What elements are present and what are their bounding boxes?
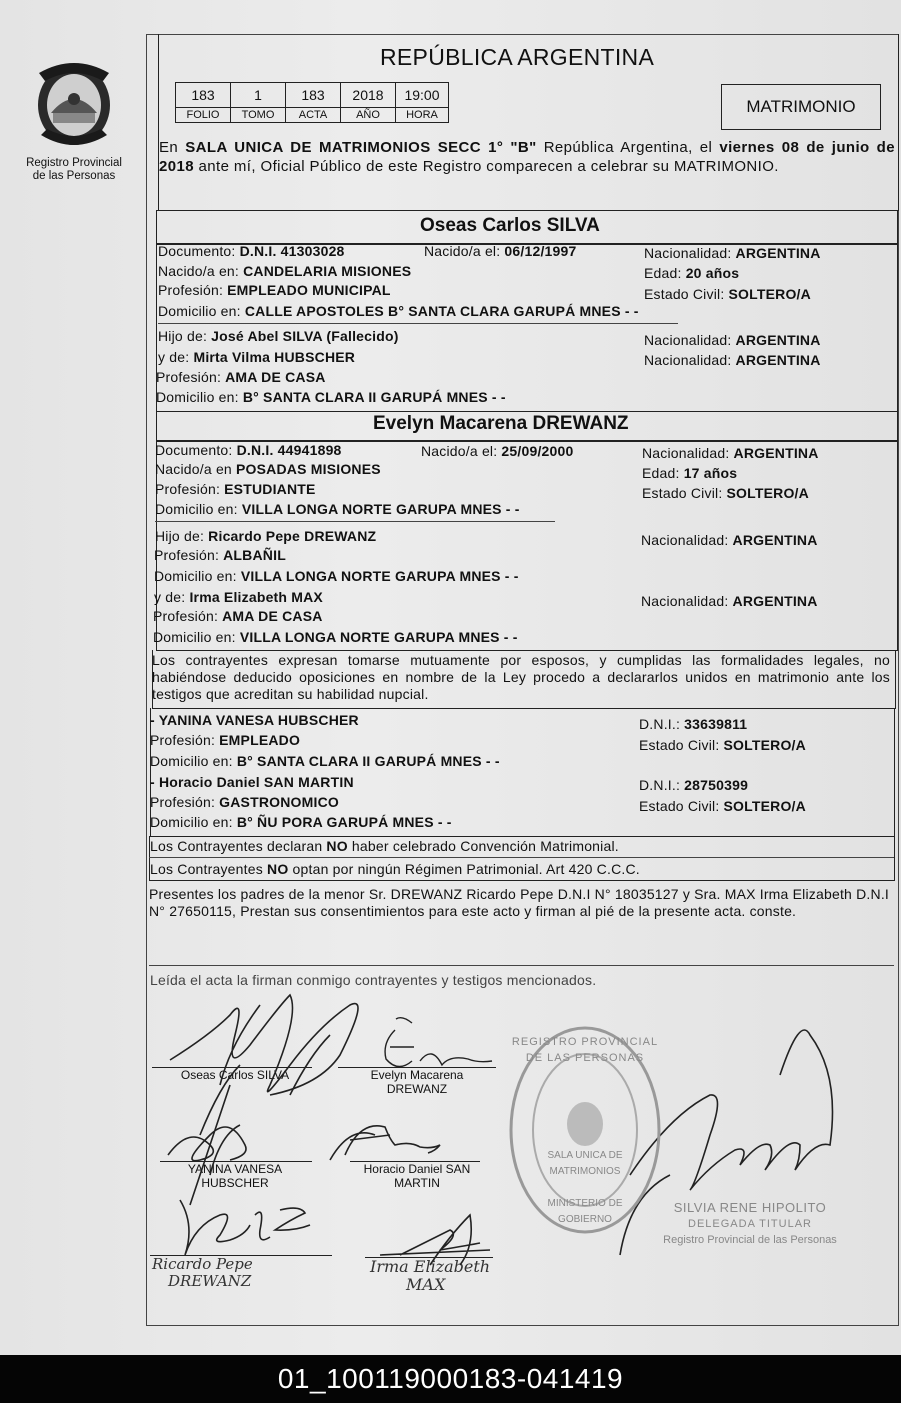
groom-mother [158, 349, 355, 365]
label: Domicilio en: [155, 501, 242, 517]
value: D.N.I. 44941898 [236, 442, 342, 458]
label: Profesión: [156, 369, 226, 385]
text: haber celebrado Convención Matrimonial. [347, 838, 619, 854]
label: Nacido/a el: [421, 443, 502, 459]
bride-place [155, 461, 381, 477]
label: Estado Civil: [639, 737, 724, 753]
value: ARGENTINA [735, 352, 821, 368]
label: D.N.I.: [639, 716, 685, 732]
bride-born [421, 443, 574, 459]
value: José Abel SILVA (Fallecido) [211, 328, 399, 344]
acta-label: ACTA [286, 108, 341, 123]
convention-line-1 [150, 838, 619, 854]
bride-mother-addr [153, 629, 518, 645]
line-1: Evelyn Macarena [370, 1068, 464, 1082]
value: CALLE APOSTOLES B° SANTA CLARA GARUPÁ MNES - - [244, 303, 639, 319]
sig-label-groom: Oseas Carlos SILVA [180, 1068, 290, 1082]
value: 17 años [683, 465, 738, 481]
witness2-addr [150, 814, 452, 830]
bride-doc [155, 442, 342, 458]
label: Nacido/a el: [424, 243, 505, 259]
bride-addr [155, 501, 520, 517]
folio-label: FOLIO [176, 108, 231, 123]
read-line: Leída el acta la firman conmigo contrayentes y testigos mencionados. [150, 972, 597, 988]
label: Domicilio en: [156, 389, 243, 405]
witness1-prof [150, 732, 300, 748]
groom-nat [644, 245, 821, 261]
value: VILLA LONGA NORTE GARUPA MNES - - [239, 629, 518, 645]
groom-doc [158, 243, 345, 259]
declaration-text: Los contrayentes expresan tomarse mutuamente por esposos, y cumplidas las formalidades legales, no habiéndose deducido oposiciones en nombre de la Ley procedo a declararlos unidos en matrimonio ante los testigos que acreditan su habilidad nupcial. [152, 652, 890, 702]
value: 28750399 [684, 777, 749, 793]
registry-table [175, 82, 449, 123]
value: EMPLEADO MUNICIPAL [227, 282, 391, 298]
no: NO [326, 838, 348, 854]
value: ARGENTINA [733, 445, 819, 461]
witness2-signature [330, 1126, 440, 1160]
tomo-label: TOMO [231, 108, 286, 123]
label: Estado Civil: [644, 286, 729, 302]
witness2-civil [639, 798, 806, 814]
value: SOLTERO/A [723, 798, 806, 814]
label: Domicilio en: [154, 568, 241, 584]
label: Estado Civil: [639, 798, 724, 814]
label: Profesión: [150, 732, 220, 748]
value: - Horacio Daniel SAN MARTIN [150, 774, 354, 790]
value: Mirta Vilma HUBSCHER [193, 349, 356, 365]
groom-born [424, 243, 577, 259]
intro-office: SALA UNICA DE MATRIMONIOS SECC 1° "B" [185, 139, 537, 156]
value: D.N.I. 41303028 [239, 243, 345, 259]
intro-part-1: En [159, 139, 186, 156]
value: ARGENTINA [732, 532, 818, 548]
label: Nacido/a en [155, 461, 237, 477]
value: VILLA LONGA NORTE GARUPA MNES - - [240, 568, 519, 584]
bride-prof [155, 481, 316, 497]
intro-part-2: República Argentina, el [536, 139, 720, 156]
value: ALBAÑIL [223, 547, 286, 563]
bride-nat [642, 445, 819, 461]
label: Nacido/a en: [158, 263, 244, 279]
bride-civil [642, 485, 809, 501]
groom-mother-addr [156, 389, 506, 405]
stamp-inner-text: SALA UNICA DE MATRIMONIOS [547, 1150, 623, 1177]
witness2-dni [639, 777, 748, 793]
value: ARGENTINA [735, 332, 821, 348]
value: 33639811 [684, 716, 748, 732]
mother-signature [380, 1215, 490, 1265]
label: Estado Civil: [642, 485, 727, 501]
groom-father-nat [644, 332, 821, 348]
value: Irma Elizabeth MAX [189, 589, 323, 605]
value: ESTUDIANTE [224, 481, 316, 497]
scan-code-bar [0, 1355, 901, 1403]
line-2: DREWANZ [386, 1082, 448, 1096]
value: 20 años [685, 265, 740, 281]
bride-addr-underline [155, 521, 555, 522]
value: SOLTERO/A [723, 737, 806, 753]
bride-name: Evelyn Macarena DREWANZ [373, 413, 629, 434]
no: NO [267, 861, 289, 877]
label: Profesión: [154, 547, 224, 563]
value: SOLTERO/A [728, 286, 811, 302]
page-title: REPÚBLICA ARGENTINA [380, 44, 655, 70]
officer-name: SILVIA RENE HIPOLITO [673, 1200, 827, 1215]
value: - YANINA VANESA HUBSCHER [150, 712, 359, 728]
value: B° ÑU PORA GARUPÁ MNES - - [236, 814, 452, 830]
label: y de: [154, 589, 190, 605]
text: Los Contrayentes declaran [150, 838, 327, 854]
consent-divider [149, 965, 894, 966]
scan-code: 01_100119000183-041419 [277, 1363, 624, 1394]
value: EMPLEADO [219, 732, 301, 748]
line-1: YANINA VANESA [187, 1162, 283, 1176]
acta-value: 183 [286, 83, 341, 108]
label: Nacionalidad: [644, 352, 736, 368]
witness1-dni [639, 716, 747, 732]
label: Nacionalidad: [644, 245, 736, 261]
value: VILLA LONGA NORTE GARUPA MNES - - [241, 501, 520, 517]
line-2: MARTIN [394, 1176, 440, 1190]
line-2: MAX [406, 1275, 446, 1294]
value: 25/09/2000 [501, 443, 574, 459]
ano-value: 2018 [341, 83, 396, 108]
witness1-civil [639, 737, 806, 753]
text: optan por ningún Régimen Patrimonial. Art 420 C.C.C. [288, 861, 640, 877]
label: Documento: [158, 243, 240, 259]
groom-civil [644, 286, 811, 302]
act-type-box: MATRIMONIO [721, 84, 881, 130]
groom-prof [158, 282, 391, 298]
groom-age [644, 265, 739, 281]
bride-father-nat [641, 532, 818, 548]
bride-father-addr [154, 568, 519, 584]
label: Domicilio en: [158, 303, 245, 319]
value: ARGENTINA [732, 593, 818, 609]
label: Profesión: [155, 481, 225, 497]
tomo-value: 1 [231, 83, 286, 108]
folio-value: 183 [176, 83, 231, 108]
hora-label: HORA [396, 108, 449, 123]
line-2: DREWANZ [168, 1272, 252, 1290]
groom-addr [158, 303, 639, 319]
label: Nacionalidad: [641, 593, 733, 609]
officer-org: Registro Provincial de las Personas [663, 1234, 837, 1246]
witness1-name [150, 712, 359, 728]
value: B° SANTA CLARA II GARUPÁ MNES - - [242, 389, 506, 405]
label: Edad: [642, 465, 684, 481]
ano-label: AÑO [341, 108, 396, 123]
label: y de: [158, 349, 194, 365]
logo-line-1: Registro Provincial [26, 157, 122, 169]
label: D.N.I.: [639, 777, 685, 793]
intro-text [159, 138, 895, 176]
province-seal-icon [31, 55, 117, 151]
value: SOLTERO/A [726, 485, 809, 501]
logo-line-2: de las Personas [32, 170, 116, 182]
label: Profesión: [158, 282, 228, 298]
father-signature [180, 1200, 310, 1255]
groom-signature [170, 995, 358, 1135]
conventions-divider [149, 857, 894, 858]
bride-father [155, 528, 376, 544]
value: GASTRONOMICO [219, 794, 339, 810]
label: Nacionalidad: [644, 332, 736, 348]
label: Profesión: [153, 608, 223, 624]
groom-name: Oseas Carlos SILVA [420, 215, 600, 236]
registry-logo [18, 55, 130, 183]
bride-age [642, 465, 737, 481]
label: Domicilio en: [153, 629, 240, 645]
value: 06/12/1997 [504, 243, 577, 259]
bride-signature [385, 1018, 492, 1067]
intro-part-3: ante mí, Oficial Público de este Registro comparecen a celebrar su MATRIMONIO. [193, 158, 779, 175]
groom-mother-prof [156, 369, 326, 385]
groom-mother-nat [644, 352, 821, 368]
convention-line-2 [150, 861, 640, 877]
consent-text: Presentes los padres de la menor Sr. DREWANZ Ricardo Pepe D.N.I N° 18035127 y Sra. MAX Irma Elizabeth D.N.I N° 27650115, Prestan sus consentimientos para este acto y firman al pié de la presente acta. conste. [149, 886, 889, 919]
text: Los Contrayentes [150, 861, 268, 877]
groom-father [158, 328, 399, 344]
value: ARGENTINA [735, 245, 821, 261]
stamp-ring-text: REGISTRO PROVINCIAL DE LAS PERSONAS [511, 1036, 659, 1064]
bride-mother-nat [641, 593, 818, 609]
witness2-name [150, 774, 354, 790]
intro-date: viernes 08 de junio de 2018 [159, 139, 895, 175]
value: AMA DE CASA [222, 608, 323, 624]
label: Nacionalidad: [642, 445, 734, 461]
label: Domicilio en: [150, 814, 237, 830]
bride-mother-prof [153, 608, 323, 624]
witness2-prof [150, 794, 339, 810]
label: Hijo de: [158, 328, 212, 344]
bride-father-prof [154, 547, 286, 563]
label: Nacionalidad: [641, 532, 733, 548]
groom-place [158, 263, 411, 279]
line-1: Irma Elizabeth [370, 1257, 491, 1276]
value: AMA DE CASA [225, 369, 326, 385]
value: B° SANTA CLARA II GARUPÁ MNES - - [236, 753, 500, 769]
stamp-bottom-text: MINISTERIO DE GOBIERNO [547, 1198, 623, 1225]
value: Ricardo Pepe DREWANZ [208, 528, 377, 544]
witness1-signature [168, 1085, 246, 1205]
hora-value: 19:00 [396, 83, 449, 108]
groom-addr-underline [158, 323, 678, 324]
label: Documento: [155, 442, 237, 458]
value: CANDELARIA MISIONES [243, 263, 412, 279]
bride-mother [154, 589, 323, 605]
line-1: Ricardo Pepe [152, 1255, 253, 1273]
label: Edad: [644, 265, 686, 281]
officer-role: DELEGADA TITULAR [688, 1218, 812, 1230]
label: Hijo de: [155, 528, 209, 544]
line-2: HUBSCHER [201, 1176, 269, 1190]
line-1: Horacio Daniel SAN [363, 1162, 471, 1176]
label: Domicilio en: [150, 753, 237, 769]
value: POSADAS MISIONES [236, 461, 381, 477]
label: Profesión: [150, 794, 220, 810]
witness1-addr [150, 753, 500, 769]
